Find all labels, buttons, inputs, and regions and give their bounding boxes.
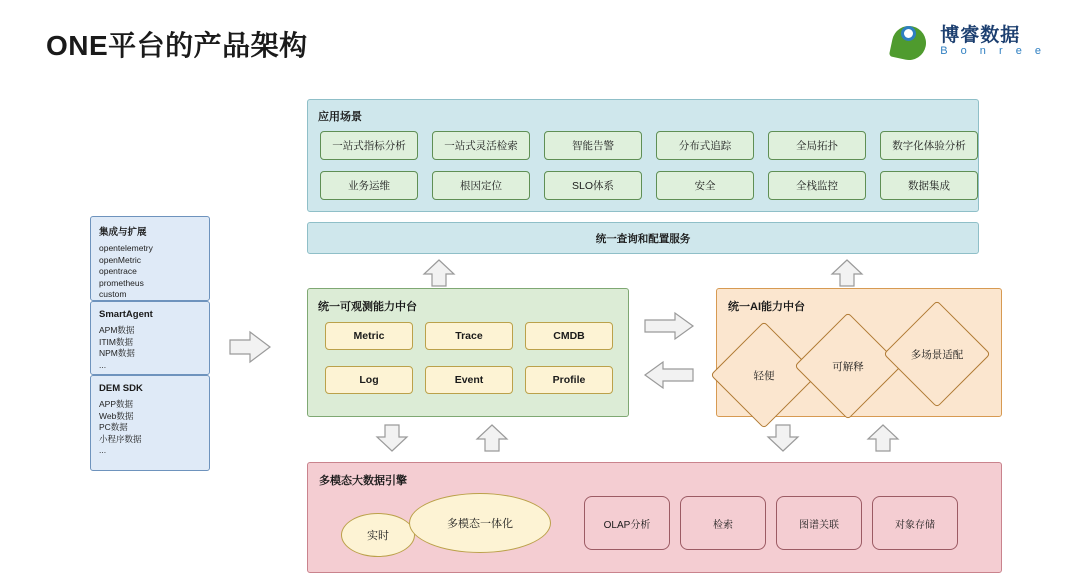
arrow-up-obs-to-service [422,259,456,287]
logo-name-cn: 博睿数据 [940,25,1021,47]
scenario-chip[interactable]: 业务运维 [320,171,418,200]
list-item: PC数据 [99,422,128,432]
engine-cloud: 实时 [341,513,415,557]
list-item: ITIM数据 [99,336,133,347]
arrow-up-ai-to-service [830,259,864,287]
list-item: openMetric [99,254,142,265]
scenario-chip[interactable]: 分布式追踪 [656,131,754,160]
unified-query-config-service: 统一查询和配置服务 [307,222,979,254]
arrow-left-ai-to-obs [643,361,695,389]
section-title-observability: 统一可观测能力中台 [318,301,417,313]
list-item: APM数据 [99,325,135,335]
capability-cell[interactable]: Event [425,366,513,394]
scenario-chip[interactable]: 数据集成 [880,171,978,200]
capability-cell[interactable]: Trace [425,322,513,350]
scenario-chip[interactable]: 数字化体验分析 [880,131,978,160]
list-item: APP数据 [99,399,134,409]
multimodal-data-engine-section [307,462,1002,573]
capability-cell[interactable]: CMDB [525,322,613,350]
capability-cell[interactable]: Profile [525,366,613,394]
left-card-title: SmartAgent [99,309,153,320]
scenario-chip[interactable]: 智能告警 [544,131,642,160]
scenario-chip[interactable]: 一站式指标分析 [320,131,418,160]
engine-box[interactable]: 对象存储 [872,496,958,550]
capability-cell[interactable]: Metric [325,322,413,350]
list-item: ... [99,445,107,455]
observability-platform-section [307,288,629,417]
application-scenarios-section [307,99,979,212]
ai-diamond-label: 多场景适配 [910,348,964,361]
list-item: prometheus [99,277,144,288]
scenario-chip[interactable]: 全局拓扑 [768,131,866,160]
engine-cloud: 多模态一体化 [409,493,551,553]
scenario-chip[interactable]: SLO体系 [544,171,642,200]
arrow-right-obs-to-ai [643,312,695,340]
list-item: opentrace [99,266,137,276]
left-card-integration [90,216,210,301]
ai-diamond[interactable] [794,312,901,419]
logo-name-en: B o n r e e [940,45,1046,58]
engine-box[interactable]: OLAP分析 [584,496,670,550]
ai-diamond-label: 轻便 [753,369,775,382]
section-title-scenarios: 应用场景 [318,111,362,123]
arrow-up-engine-to-obs [475,424,509,452]
capability-cell[interactable]: Log [325,366,413,394]
list-item: opentelemetry [99,243,153,253]
brand-logo [892,22,1046,62]
page-title: ONE平台的产品架构 [46,30,308,61]
section-title-ai: 统一AI能力中台 [728,301,805,313]
list-item: custom [99,289,127,299]
ai-diamond-label: 可解释 [832,360,864,373]
engine-box[interactable]: 图谱关联 [776,496,862,550]
scenario-chip[interactable]: 一站式灵活检索 [432,131,530,160]
arrow-right-input [228,330,274,364]
bonree-logo-icon [892,22,932,62]
scenario-chip[interactable]: 全栈监控 [768,171,866,200]
arrow-up-engine-to-ai [866,424,900,452]
left-card-dem-sdk [90,375,210,471]
arrow-down-obs-to-engine [375,424,409,452]
left-card-title: 集成与扩展 [99,227,147,238]
list-item: NPM数据 [99,348,135,358]
list-item: 小程序数据 [99,433,142,444]
list-item: Web数据 [99,410,134,421]
left-card-smartagent [90,301,210,375]
scenario-chip[interactable]: 安全 [656,171,754,200]
arrow-down-ai-to-engine [766,424,800,452]
left-card-title: DEM SDK [99,383,143,394]
list-item: ... [99,359,107,370]
ai-platform-section [716,288,1002,417]
section-title-engine: 多模态大数据引擎 [319,475,407,487]
ai-diamond[interactable] [710,321,817,428]
engine-box[interactable]: 检索 [680,496,766,550]
scenario-chip[interactable]: 根因定位 [432,171,530,200]
ai-diamond[interactable] [883,300,990,407]
